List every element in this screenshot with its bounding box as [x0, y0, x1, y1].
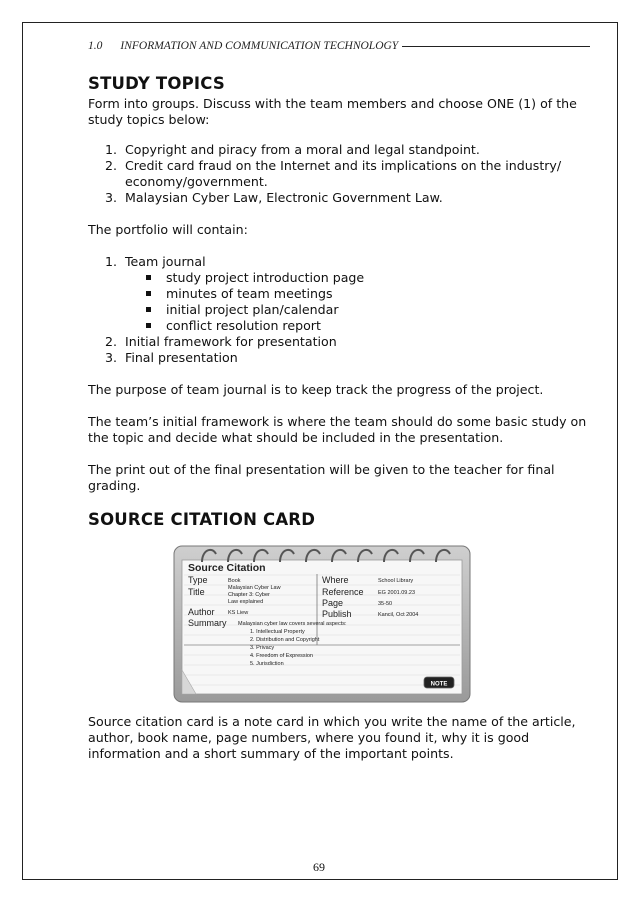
topics-list: [88, 142, 588, 206]
card-reference-value: EG 2001.09.23: [378, 590, 416, 596]
card-summary-item: 1. Intellectual Property: [250, 629, 305, 635]
running-header: [88, 40, 590, 52]
citation-card: [172, 538, 474, 706]
list-item: conflict resolution report: [88, 318, 588, 334]
portfolio-list-continued: [88, 334, 588, 366]
page-number: 69: [313, 860, 325, 874]
page-content: [88, 76, 588, 762]
citation-card-figure: [172, 538, 474, 706]
section-number: 1.0: [88, 40, 103, 52]
header-rule: [402, 46, 590, 47]
card-summary-item: 3. Privacy: [250, 645, 275, 651]
list-item: study project introduction page: [88, 270, 588, 286]
svg-text:NOTE: NOTE: [430, 681, 448, 688]
list-item: 1. Team journal: [105, 254, 206, 269]
card-author-value: KS Liew: [228, 610, 249, 616]
card-title-line: Chapter 3: Cyber: [228, 592, 270, 598]
card-reference-label: Reference: [322, 587, 364, 597]
card-summary-item: 4. Freedom of Expression: [250, 653, 313, 659]
list-item: 3. Final presentation: [105, 350, 238, 365]
list-item: 1. Copyright and piracy from a moral and legal standpoint.: [105, 142, 480, 157]
card-page-label: Page: [322, 598, 344, 608]
section-title: INFORMATION AND COMMUNICATION TECHNOLOGY: [120, 40, 399, 52]
card-summary-item: 5. Jurisdiction: [250, 661, 284, 667]
note-button: [424, 677, 454, 688]
portfolio-intro: The portfolio will contain:: [88, 222, 248, 237]
list-item: initial project plan/calendar: [88, 302, 588, 318]
card-title: Source Citation: [188, 562, 266, 574]
card-title-label: Title: [188, 587, 205, 597]
framework-paragraph: The team’s initial framework is where the team should do some basic study on the topic and decide what should be included in the presentation.: [88, 414, 587, 445]
study-topics-intro: Form into groups. Discuss with the team members and choose ONE (1) of the study topics below:: [88, 96, 577, 127]
citation-description: Source citation card is a note card in which you write the name of the article, author, book name, page numbers, where you found it, why it is good information and a short summary of the important points.: [88, 714, 576, 761]
list-item: 2. Initial framework for presentation: [105, 334, 337, 349]
final-paragraph: The print out of the final presentation will be given to the teacher for final grading.: [88, 462, 555, 493]
card-where-label: Where: [322, 575, 349, 585]
card-type-value: Book: [228, 578, 241, 584]
journal-paragraph: The purpose of team journal is to keep track the progress of the project.: [88, 382, 544, 397]
card-summary-label: Summary: [188, 618, 227, 628]
citation-heading: SOURCE CITATION CARD: [88, 510, 316, 529]
portfolio-list: [88, 254, 588, 270]
list-item: minutes of team meetings: [88, 286, 588, 302]
card-summary-item: 2. Distribution and Copyright: [250, 637, 320, 643]
list-item: 3. Malaysian Cyber Law, Electronic Government Law.: [105, 190, 443, 205]
card-page-value: 35-50: [378, 601, 393, 607]
card-title-line: Malaysian Cyber Law: [228, 585, 281, 591]
card-publish-label: Publish: [322, 609, 352, 619]
card-title-line: Law explained: [228, 599, 264, 605]
list-item: 2. Credit card fraud on the Internet and its implications on the industry/ economy/government.: [105, 158, 562, 189]
card-type-label: Type: [188, 575, 208, 585]
card-publish-value: Kancil, Oct 2004: [378, 612, 419, 618]
journal-items: [88, 270, 588, 334]
card-where-value: School Library: [378, 578, 414, 584]
card-summary-intro: Malaysian cyber law covers several aspects:: [238, 621, 347, 627]
card-author-label: Author: [188, 607, 215, 617]
study-topics-heading: STUDY TOPICS: [88, 74, 225, 93]
